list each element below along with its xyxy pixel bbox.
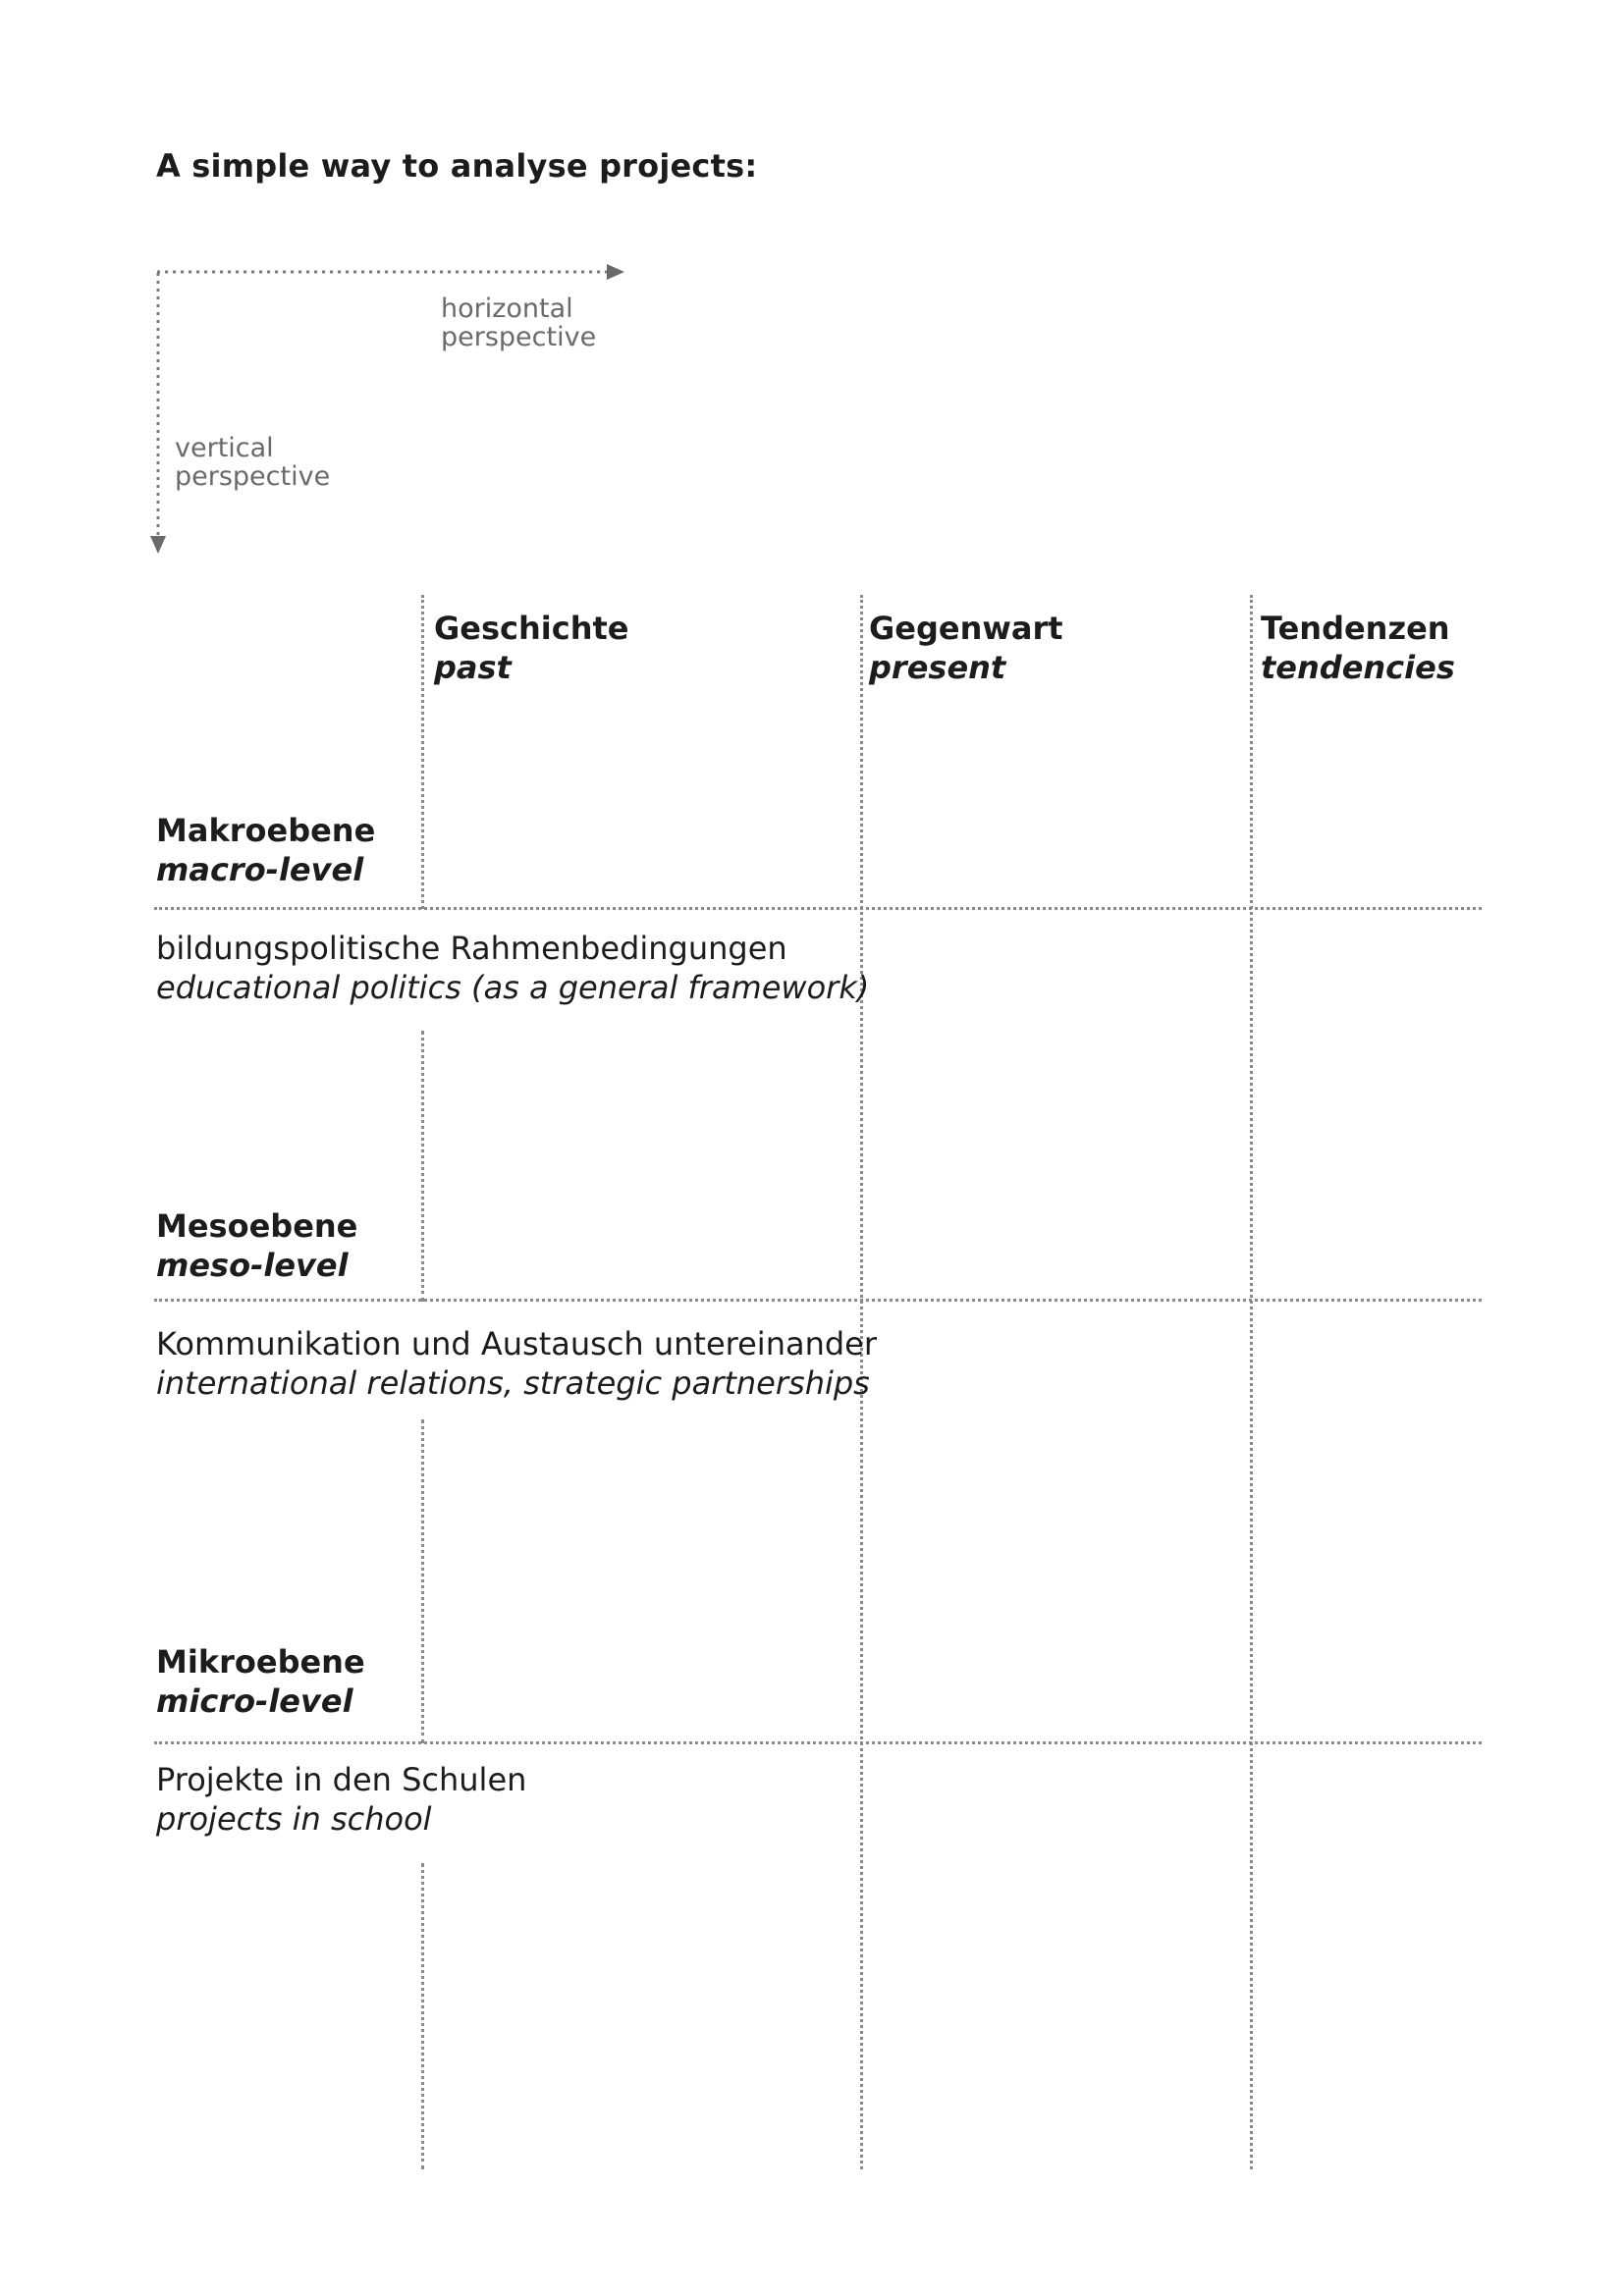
column-header-present: Gegenwart present: [869, 610, 1063, 686]
horizontal-perspective-label: horizontal perspective: [441, 294, 597, 352]
vertical-arrowhead-icon: [150, 536, 166, 554]
horizontal-arrowhead-icon: [607, 264, 624, 280]
level-description-micro: Projekte in den Schulen projects in school: [156, 1761, 527, 1838]
level-description-macro: bildungspolitische Rahmenbedingungen educational politics (as a general framework): [156, 930, 870, 1006]
column-divider-1b: [421, 1031, 424, 1302]
vertical-perspective-label: vertical perspective: [175, 433, 331, 492]
page-title: A simple way to analyse projects:: [156, 147, 758, 185]
level-heading-meso: Mesoebene meso-level: [156, 1207, 358, 1284]
column-divider-1c: [421, 1419, 424, 1743]
level-heading-micro: Mikroebene micro-level: [156, 1643, 365, 1720]
row-divider-3: [154, 1741, 1482, 1744]
column-divider-1a: [421, 595, 424, 909]
column-divider-1d: [421, 1863, 424, 2169]
column-header-past: Geschichte past: [434, 610, 629, 686]
level-heading-macro: Makroebene macro-level: [156, 812, 376, 888]
row-divider-2: [154, 1299, 1482, 1302]
level-description-meso: Kommunikation und Austausch untereinander international relations, strategic partnerships: [156, 1325, 878, 1402]
column-header-tendencies: Tendenzen tendencies: [1261, 610, 1455, 686]
perspective-arrows: [0, 0, 1624, 589]
row-divider-1: [154, 907, 1482, 910]
column-divider-3: [1250, 595, 1253, 2169]
